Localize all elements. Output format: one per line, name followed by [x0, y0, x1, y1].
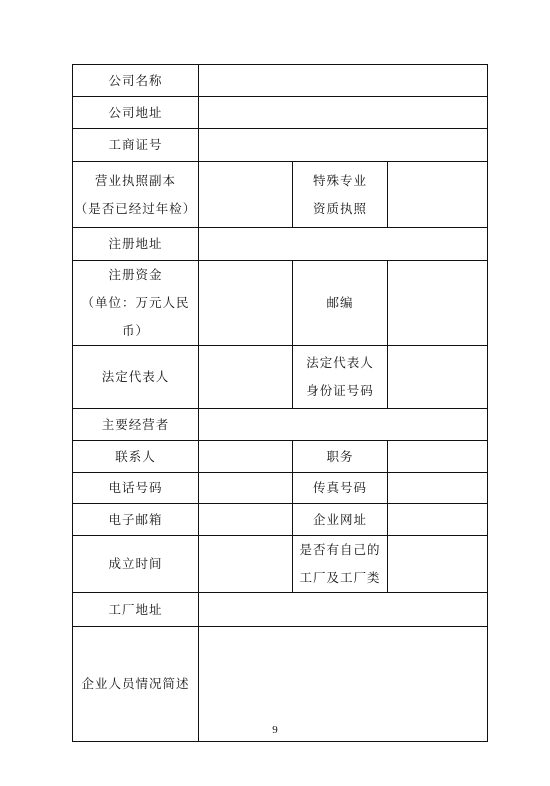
legal-rep-id-label-line1: 法定代表人	[306, 355, 374, 370]
special-qualification-field[interactable]	[388, 162, 488, 228]
position-field[interactable]	[388, 441, 488, 473]
email-field[interactable]	[199, 504, 293, 536]
business-license-label-line2: （是否已经过年检）	[74, 200, 197, 216]
own-factory-label-line1: 是否有自己的	[299, 542, 381, 557]
legal-rep-id-label-line2: 身份证号码	[306, 383, 374, 398]
special-qualification-label	[293, 162, 388, 228]
staff-summary-label: 企业人员情况简述	[73, 627, 199, 742]
main-operator-label: 主要经营者	[73, 409, 199, 441]
email-label: 电子邮箱	[73, 504, 199, 536]
factory-address-field[interactable]	[199, 593, 488, 627]
contact-person-field[interactable]	[199, 441, 293, 473]
business-license-label	[73, 162, 199, 228]
fax-field[interactable]	[388, 473, 488, 504]
company-address-label: 公司地址	[73, 97, 199, 129]
fax-label: 传真号码	[293, 473, 388, 504]
legal-rep-label: 法定代表人	[73, 346, 199, 409]
registered-capital-label-line2: （单位：万元人民币）	[81, 295, 190, 338]
legal-rep-id-field[interactable]	[388, 346, 488, 409]
legal-rep-id-label	[293, 346, 388, 409]
founded-field[interactable]	[199, 536, 293, 593]
registered-capital-label	[73, 261, 199, 346]
own-factory-label	[293, 536, 388, 593]
registered-capital-label-line1: 注册资金	[108, 267, 163, 282]
business-reg-no-label: 工商证号	[73, 129, 199, 162]
website-label: 企业网址	[293, 504, 388, 536]
company-name-field[interactable]	[199, 65, 488, 97]
special-qualification-label-line2: 资质执照	[312, 200, 367, 216]
legal-rep-field[interactable]	[199, 346, 293, 409]
website-field[interactable]	[388, 504, 488, 536]
phone-field[interactable]	[199, 473, 293, 504]
founded-label: 成立时间	[73, 536, 199, 593]
postcode-label: 邮编	[293, 261, 388, 346]
business-license-field[interactable]	[199, 162, 293, 228]
registered-address-label: 注册地址	[73, 228, 199, 261]
factory-address-label: 工厂地址	[73, 593, 199, 627]
registered-address-field[interactable]	[199, 228, 488, 261]
special-qualification-label-line1: 特殊专业	[312, 172, 367, 188]
own-factory-field[interactable]	[388, 536, 488, 593]
company-info-form	[72, 64, 488, 742]
contact-person-label: 联系人	[73, 441, 199, 473]
own-factory-label-line2: 工厂及工厂类	[299, 570, 381, 585]
business-license-label-line1: 营业执照副本	[94, 172, 176, 188]
company-name-label: 公司名称	[73, 65, 199, 97]
page-number: 9	[272, 724, 278, 736]
phone-label: 电话号码	[73, 473, 199, 504]
registered-capital-field[interactable]	[199, 261, 293, 346]
position-label: 职务	[293, 441, 388, 473]
main-operator-field[interactable]	[199, 409, 488, 441]
company-address-field[interactable]	[199, 97, 488, 129]
postcode-field[interactable]	[388, 261, 488, 346]
business-reg-no-field[interactable]	[199, 129, 488, 162]
